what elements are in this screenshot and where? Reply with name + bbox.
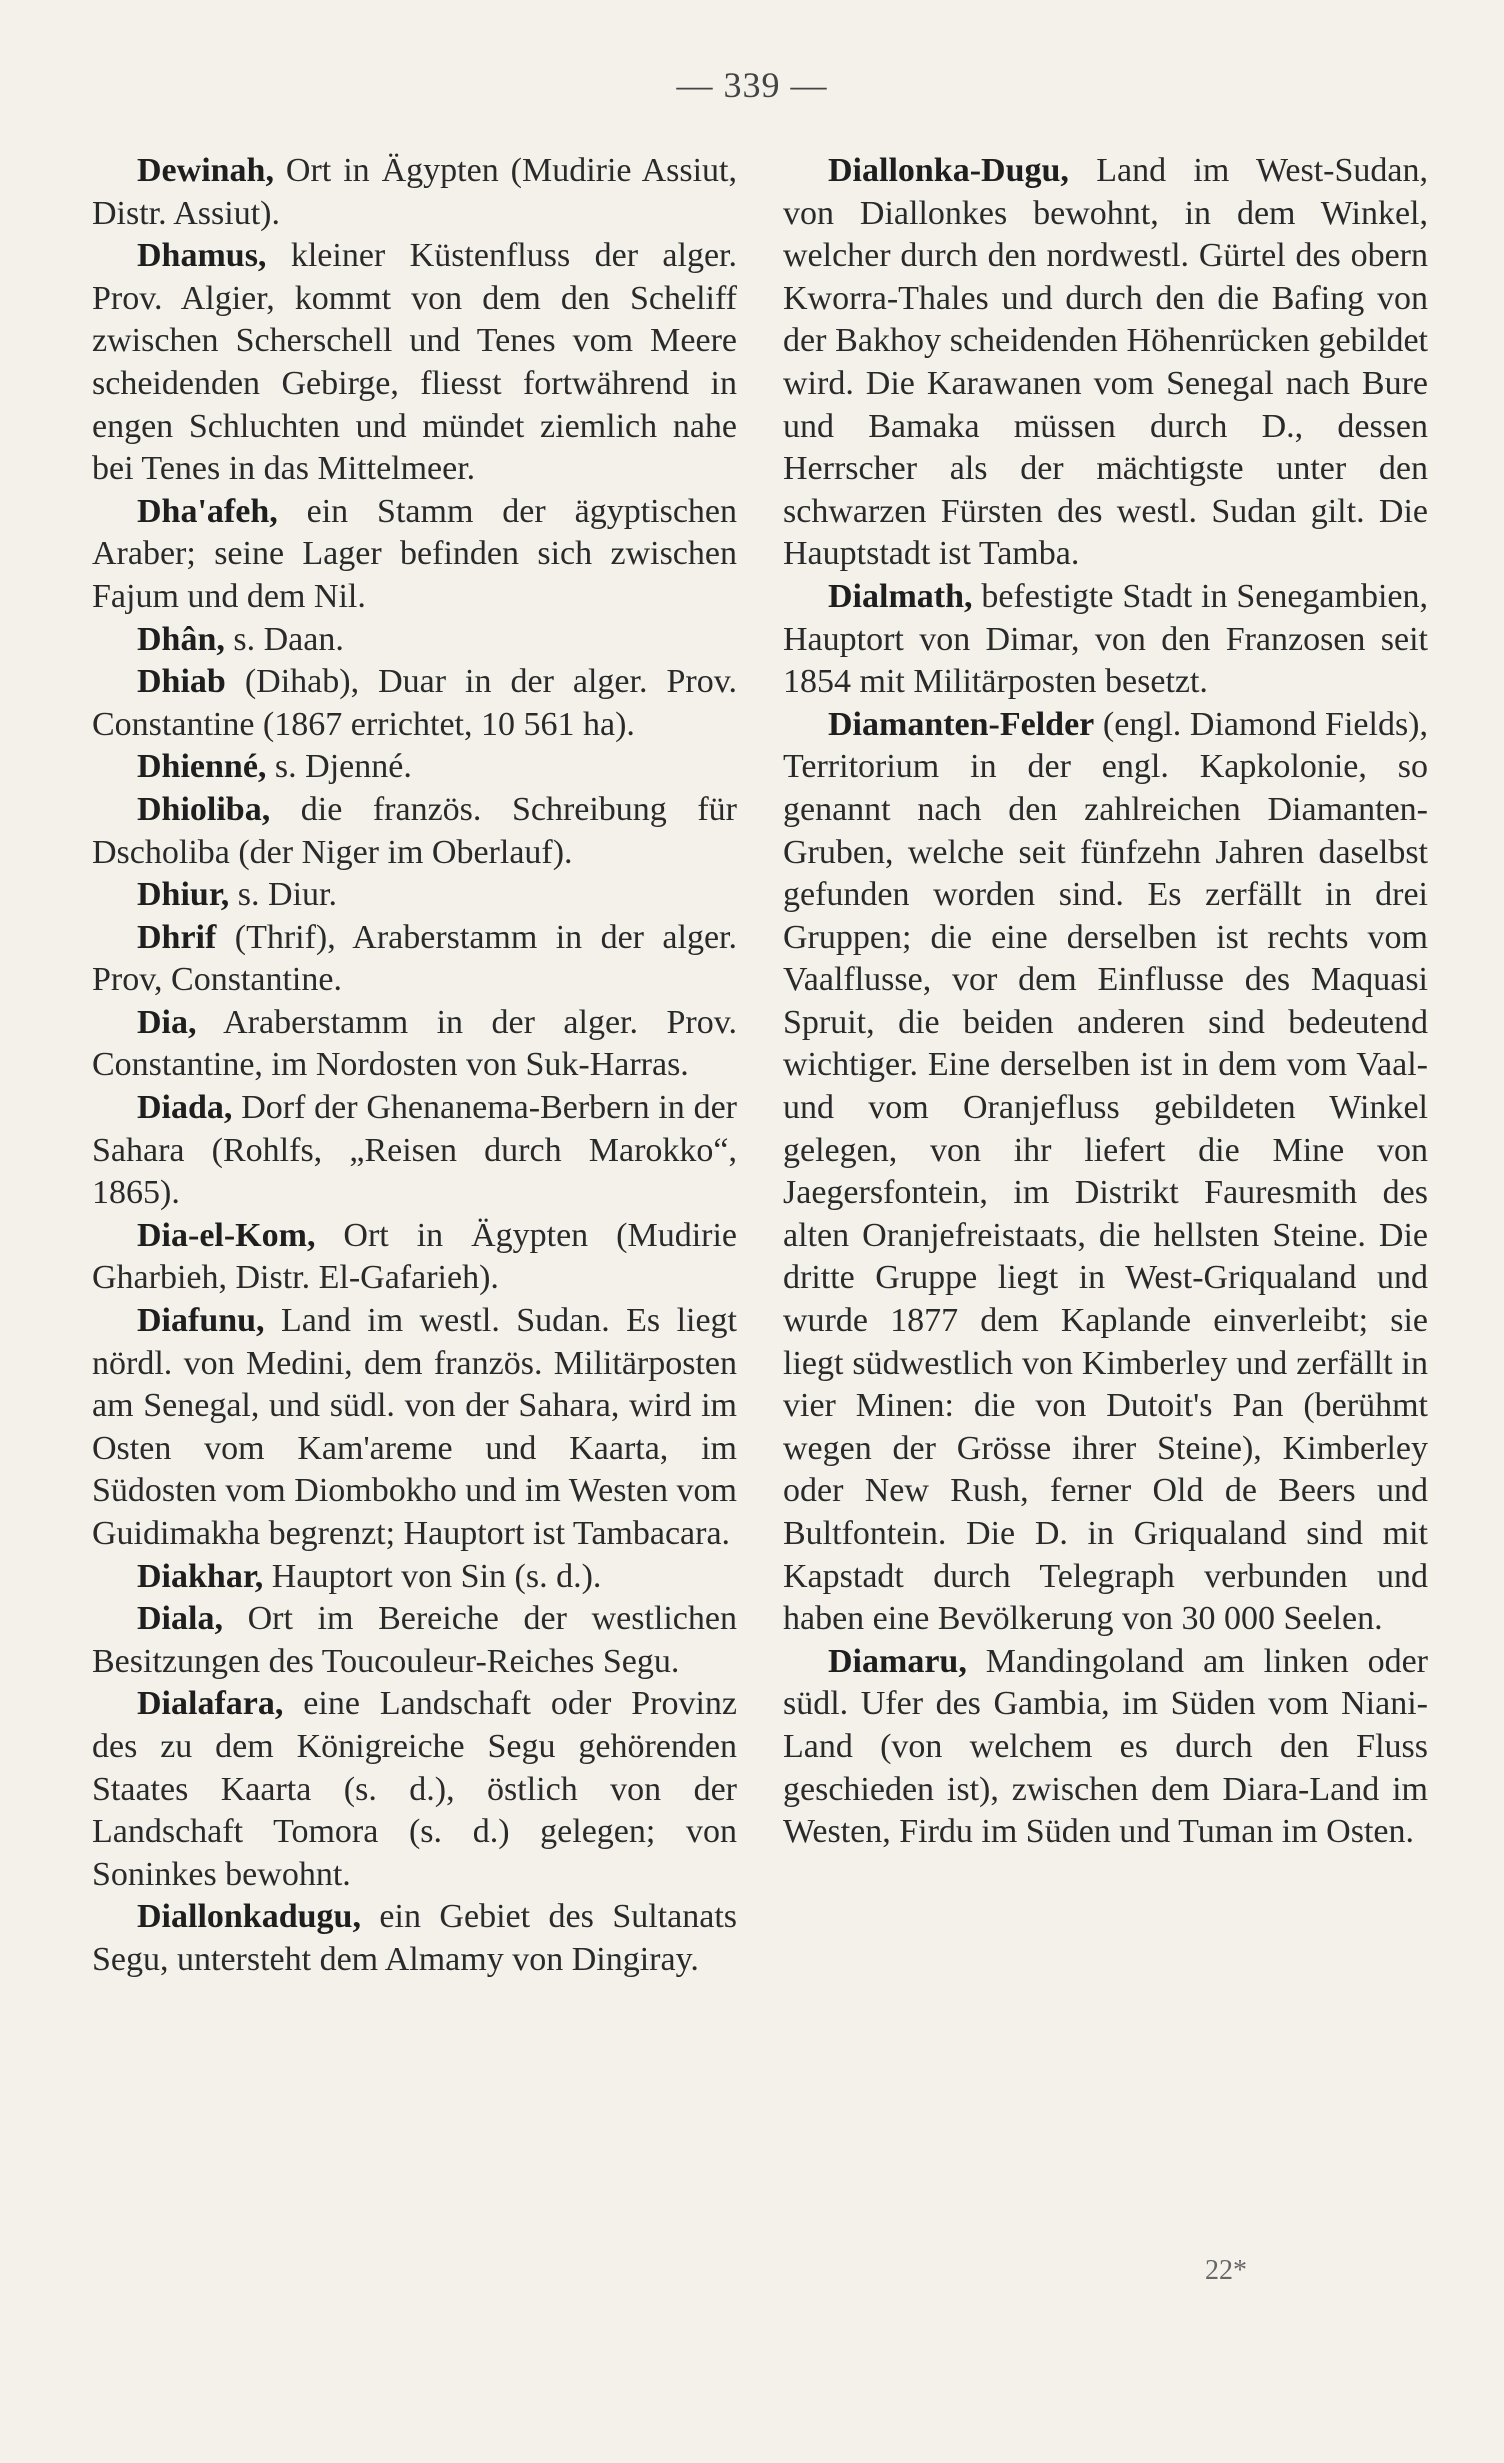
entry-headword: Dhrif	[137, 918, 217, 956]
dictionary-entry	[92, 491, 737, 619]
dictionary-entry	[92, 789, 737, 874]
entry-headword: Dia,	[137, 1003, 197, 1041]
entry-headword: Dhiur,	[137, 876, 230, 914]
entry-text: Dorf der Ghenanema-Berbern in der Sahara (Rohlfs, „Reisen durch Marokko“, 1865).	[92, 1089, 737, 1212]
dictionary-entry	[92, 235, 737, 491]
entry-text: kleiner Küstenfluss der alger. Prov. Algier, kommt von dem den Scheliff zwischen Scherschell und Tenes vom Meere scheidenden Gebirge, fliesst fortwährend in engen Schluchten und mündet ziemlich nahe bei Tenes in das Mittelmeer.	[92, 237, 737, 488]
dictionary-entry	[92, 1896, 737, 1981]
left-column	[92, 150, 737, 1982]
entry-text: Ort im Bereiche der westlichen Besitzungen des Toucouleur-Reiches Segu.	[92, 1600, 737, 1680]
dictionary-entry	[92, 1556, 737, 1599]
entry-text: Ort in Ägypten (Mudirie Assiut, Distr. Assiut).	[92, 152, 737, 232]
dictionary-entry	[92, 1598, 737, 1683]
page-number: — 339 —	[676, 65, 828, 105]
entry-text: eine Landschaft oder Provinz des zu dem Königreiche Segu gehörenden Staates Kaarta (s. d.), östlich von der Landschaft Tomora (s. d.) gelegen; von Soninkes bewohnt.	[92, 1685, 737, 1893]
dictionary-entry	[92, 917, 737, 1002]
dictionary-entry	[92, 1215, 737, 1300]
entry-text: (Thrif), Araberstamm in der alger. Prov, Constantine.	[92, 918, 737, 999]
entry-text: Ort in Ägypten (Mudirie Gharbieh, Distr. El-Gafarieh).	[92, 1216, 737, 1297]
entry-text: befestigte Stadt in Senegambien, Hauptort von Dimar, von den Franzosen seit 1854 mit Militärposten besetzt.	[783, 577, 1428, 701]
dictionary-entry	[783, 1641, 1428, 1854]
entry-headword: Dialmath,	[828, 577, 973, 615]
entry-headword: Dhân,	[137, 620, 225, 658]
entry-headword: Dialafara,	[137, 1685, 284, 1723]
dictionary-entry	[92, 1087, 737, 1215]
entry-headword: Diada,	[137, 1089, 233, 1127]
entry-text: Land im West-Sudan, von Diallonkes bewohnt, in dem Winkel, welcher durch den nordwestl. Gürtel des obern Kworra-Thales und durch den die Bafing von der Bakhoy scheidenden Höhenrücken gebildet wird. Die Karawanen vom Senegal nach Bure und Bamaka müssen durch D., dessen Herrscher als der mächtigste unter den schwarzen Fürsten des westl. Sudan gilt. Die Hauptstadt ist Tamba.	[783, 152, 1428, 573]
entry-text: (engl. Diamond Fields), Territorium in der engl. Kapkolonie, so genannt nach den zahlreichen Diamanten-Gruben, welche seit fünfzehn Jahren daselbst gefunden worden sind. Es zerfällt in drei Gruppen; die eine derselben ist rechts vom Vaalflusse, vor dem Einflusse des Maquasi Spruit, die beiden anderen sind bedeutend wichtiger. Eine derselben ist in dem vom Vaal- und vom Oranjefluss gebildeten Winkel gelegen, von ihr liefert die Mine von Jaegersfontein, im Distrikt Fauresmith des alten Oranjefreistaats, die hellsten Steine. Die dritte Gruppe liegt in West-Griqualand und wurde 1877 dem Kaplande einverleibt; sie liegt südwestlich von Kimberley und zerfällt in vier Minen: die von Dutoit's Pan (berühmt wegen der Grösse ihrer Steine), Kimberley oder New Rush, ferner Old de Beers und Bultfontein. Die D. in Griqualand sind mit Kapstadt durch Telegraph verbunden und haben eine Bevölkerung von 30 000 Seelen.	[783, 705, 1428, 1638]
dictionary-entry	[92, 1300, 737, 1556]
entry-text: (Dihab), Duar in der alger. Prov. Constantine (1867 errichtet, 10 561 ha).	[92, 663, 737, 743]
entry-headword: Dhioliba,	[137, 790, 271, 828]
dictionary-entry	[92, 150, 737, 235]
dictionary-entry	[92, 1002, 737, 1087]
dictionary-entry	[783, 150, 1428, 576]
entry-text: ein Stamm der ägyptischen Araber; seine Lager befinden sich zwischen Fajum und dem Nil.	[92, 492, 737, 615]
dictionary-entry	[92, 874, 737, 917]
dictionary-entry	[783, 576, 1428, 704]
signature-mark: 22*	[1205, 2255, 1247, 2286]
entry-text: s. Daan.	[224, 620, 344, 658]
entry-text: Mandingoland am linken oder südl. Ufer des Gambia, im Süden vom Niani-Land (von welchem es durch den Fluss geschieden ist), zwischen dem Diara-Land im Westen, Firdu im Süden und Tuman im Osten.	[783, 1642, 1428, 1851]
entry-headword: Dha'afeh,	[137, 492, 278, 530]
dictionary-entry	[92, 746, 737, 789]
entry-text: die französ. Schreibung für Dscholiba (der Niger im Oberlauf).	[92, 790, 737, 871]
entry-headword: Diallonka-Dugu,	[828, 152, 1069, 189]
entry-headword: Dewinah,	[137, 152, 274, 189]
dictionary-entry	[92, 661, 737, 746]
entry-text: Land im westl. Sudan. Es liegt nördl. von Medini, dem französ. Militärposten am Senegal, und südl. von der Sahara, wird im Osten vom Kam'areme und Kaarta, im Südosten vom Diombokho und im Westen vom Guidimakha begrenzt; Hauptort ist Tambacara.	[92, 1302, 737, 1552]
entry-headword: Diamaru,	[828, 1642, 967, 1680]
entry-headword: Dhienné,	[137, 748, 267, 786]
entry-headword: Diallonkadugu,	[137, 1898, 361, 1936]
entry-text: s. Djenné.	[266, 748, 412, 786]
entry-headword: Diafunu,	[137, 1302, 265, 1340]
entry-text: Araberstamm in der alger. Prov. Constantine, im Nordosten von Suk-Harras.	[92, 1003, 737, 1084]
entry-headword: Dhiab	[137, 663, 226, 701]
entry-headword: Diakhar,	[137, 1557, 264, 1595]
dictionary-entry	[92, 619, 737, 662]
entry-headword: Diala,	[137, 1600, 223, 1638]
entry-text: ein Gebiet des Sultanats Segu, untersteht dem Almamy von Dingiray.	[92, 1898, 737, 1978]
right-column	[783, 150, 1428, 1854]
dictionary-entry	[783, 704, 1428, 1641]
entry-text: Hauptort von Sin (s. d.).	[263, 1557, 602, 1595]
entry-text: s. Diur.	[229, 876, 337, 914]
dictionary-entry	[92, 1683, 737, 1896]
entry-headword: Dia-el-Kom,	[137, 1216, 316, 1254]
entry-headword: Diamanten-Felder	[828, 705, 1095, 743]
entry-headword: Dhamus,	[137, 237, 267, 275]
